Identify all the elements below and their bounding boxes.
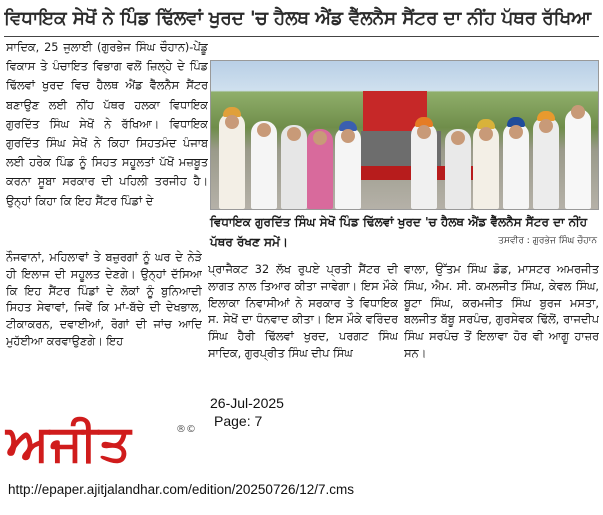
trademark-mark: ®©	[176, 424, 196, 435]
person-head	[509, 125, 523, 139]
article-headline: ਵਿਧਾਇਕ ਸੇਖੋਂ ਨੇ ਪਿੰਡ ਢਿੱਲਵਾਂ ਖੁਰਦ 'ਚ ਹੈਲਥ ਐਂਡ ਵੈੱਲਨੈਸ ਸੈਂਟਰ ਦਾ ਨੀਂਹ ਪੱਥਰ ਰੱਖਿਆ	[4, 8, 591, 29]
photo-credit: ਤਸਵੀਰ : ਗੁਰਭੇਜ ਸਿੰਘ ਚੌਹਾਨ	[498, 236, 597, 246]
article-column-3: ਵਾਲਾ, ਉੱਤਮ ਸਿੰਘ ਡੋਡ, ਮਾਸਟਰ ਅਮਰਜੀਤ ਸਿੰਘ, ਐਮ. ਸੀ. ਕਮਲਜੀਤ ਸਿੰਘ, ਕੇਵਲ ਸਿੰਘ, ਬੂਟਾ ਸਿੰਘ, ਕਰਮਜੀਤ ਸਿੰਘ ਬੁਰਜ ਮਸਤਾ, ਬਲਜੀਤ ਬੱਬੂ ਸਰਪੰਚ, ਗੁਰਸੇਵਕ ਢਿੱਲੋਂ, ਰਾਜਦੀਪ ਸਿੰਘ ਸਰਪੰਚ ਤੋਂ ਇਲਾਵਾ ਹੋਰ ਵੀ ਆਗੂ ਹਾਜ਼ਰ ਸਨ।	[404, 263, 599, 360]
person-head	[571, 105, 585, 119]
edition-date: 26-Jul-2025	[210, 395, 284, 411]
person-head	[287, 127, 301, 141]
article-column-left	[6, 38, 208, 270]
person-head	[341, 129, 355, 143]
page-number: Page: 7	[214, 413, 263, 429]
photo-caption	[210, 212, 599, 256]
ajit-logo: ਅਜੀਤ	[6, 413, 132, 472]
headline-rule	[4, 36, 599, 37]
person-head	[539, 119, 553, 133]
person-head	[225, 115, 239, 129]
person-head	[257, 123, 271, 137]
article-paragraph: ਸਾਦਿਕ, 25 ਜੁਲਾਈ (ਗੁਰਭੇਜ ਸਿੰਘ ਚੌਹਾਨ)-ਪੇਂਡੂ ਵਿਕਾਸ ਤੇ ਪੰਚਾਇਤ ਵਿਭਾਗ ਵਲੋਂ ਜ਼ਿਲ੍ਹੇ ਦੇ ਪਿੰਡ ਢਿੱਲਵਾਂ ਖੁਰਦ ਵਿਚ ਹੈਲਥ ਐਂਡ ਵੈੱਲਨੈਸ ਸੈਂਟਰ ਬਣਾਉਣ ਲਈ ਨੀਂਹ ਪੱਥਰ ਹਲਕਾ ਵਿਧਾਇਕ ਗੁਰਦਿੱਤ ਸਿੰਘ ਸੇਖੋਂ ਨੇ ਰੱਖਿਆ। ਵਿਧਾਇਕ ਗੁਰਦਿੱਤ ਸਿੰਘ ਸੇਖੋਂ ਨੇ ਕਿਹਾ ਸਿਹਤਮੰਦ ਪੰਜਾਬ ਲਈ ਹਰੇਕ ਪਿੰਡ ਨੂੰ ਸਿਹਤ ਸਹੂਲਤਾਂ ਪੱਖੋਂ ਮਜ਼ਬੂਤ ਕਰਨਾ ਸੂਬਾ ਸਰਕਾਰ ਦੀ ਪਹਿਲੀ ਤਰਜੀਹ ਹੈ। ਉਨ੍ਹਾਂ ਕਿਹਾ ਕਿ ਇਹ ਸੈਂਟਰ ਪਿੰਡਾਂ ਦੇ	[6, 41, 208, 208]
person-figure	[565, 109, 591, 209]
person-head	[313, 131, 327, 145]
person-head	[451, 131, 465, 145]
person-head	[479, 127, 493, 141]
article-column-2: ਪ੍ਰਾਜੈਕਟ 32 ਲੱਖ ਰੁਪਏ ਪ੍ਰਤੀ ਸੈਂਟਰ ਦੀ ਲਾਗਤ ਨਾਲ ਤਿਆਰ ਕੀਤਾ ਜਾਵੇਗਾ। ਇਸ ਮੌਕੇ ਇਲਾਕਾ ਨਿਵਾਸੀਆਂ ਨੇ ਸਰਕਾਰ ਤੇ ਵਿਧਾਇਕ ਸ. ਸੇਖੋਂ ਦਾ ਧੰਨਵਾਦ ਕੀਤਾ। ਇਸ ਮੌਕੇ ਵਰਿੰਦਰ ਸਿੰਘ ਹੈਰੀ ਢਿੱਲਵਾਂ ਖੁਰਦ, ਪਰਗਟ ਸਿੰਘ ਸਾਦਿਕ, ਗੁਰਪ੍ਰੀਤ ਸਿੰਘ ਦੀਪ ਸਿੰਘ	[208, 263, 398, 360]
article-column-1: ਨੌਜਵਾਨਾਂ, ਮਹਿਲਾਵਾਂ ਤੇ ਬਜ਼ੁਰਗਾਂ ਨੂੰ ਘਰ ਦੇ ਨੇੜੇ ਹੀ ਇਲਾਜ ਦੀ ਸਹੂਲਤ ਦੇਣਗੇ। ਉਨ੍ਹਾਂ ਦੱਸਿਆ ਕਿ ਇਹ ਸੈਂਟਰ ਪਿੰਡਾਂ ਦੇ ਲੋਕਾਂ ਨੂੰ ਬੁਨਿਆਦੀ ਸਿਹਤ ਸੇਵਾਵਾਂ, ਜਿਵੇਂ ਕਿ ਮਾਂ-ਬੱਚੇ ਦੀ ਦੇਖਭਾਲ, ਟੀਕਾਕਰਨ, ਦਵਾਈਆਂ, ਰੋਗਾਂ ਦੀ ਜਾਂਚ ਆਦਿ ਮੁਹੱਈਆ ਕਰਵਾਉਣਗੇ। ਇਹ	[6, 251, 202, 348]
news-photo	[210, 60, 599, 210]
source-url[interactable]: http://epaper.ajitjalandhar.com/edition/20250726/12/7.cms	[8, 482, 354, 497]
caption-text: ਵਿਧਾਇਕ ਗੁਰਦਿੱਤ ਸਿੰਘ ਸੇਖੋਂ ਪਿੰਡ ਢਿੱਲਵਾਂ ਖੁਰਦ 'ਚ ਹੈਲਥ ਐਂਡ ਵੈੱਲਨੈਸ ਸੈਂਟਰ ਦਾ ਨੀਂਹ ਪੱਥਰ ਰੱਖਣ ਸਮੇਂ।	[210, 215, 588, 249]
person-head	[417, 125, 431, 139]
